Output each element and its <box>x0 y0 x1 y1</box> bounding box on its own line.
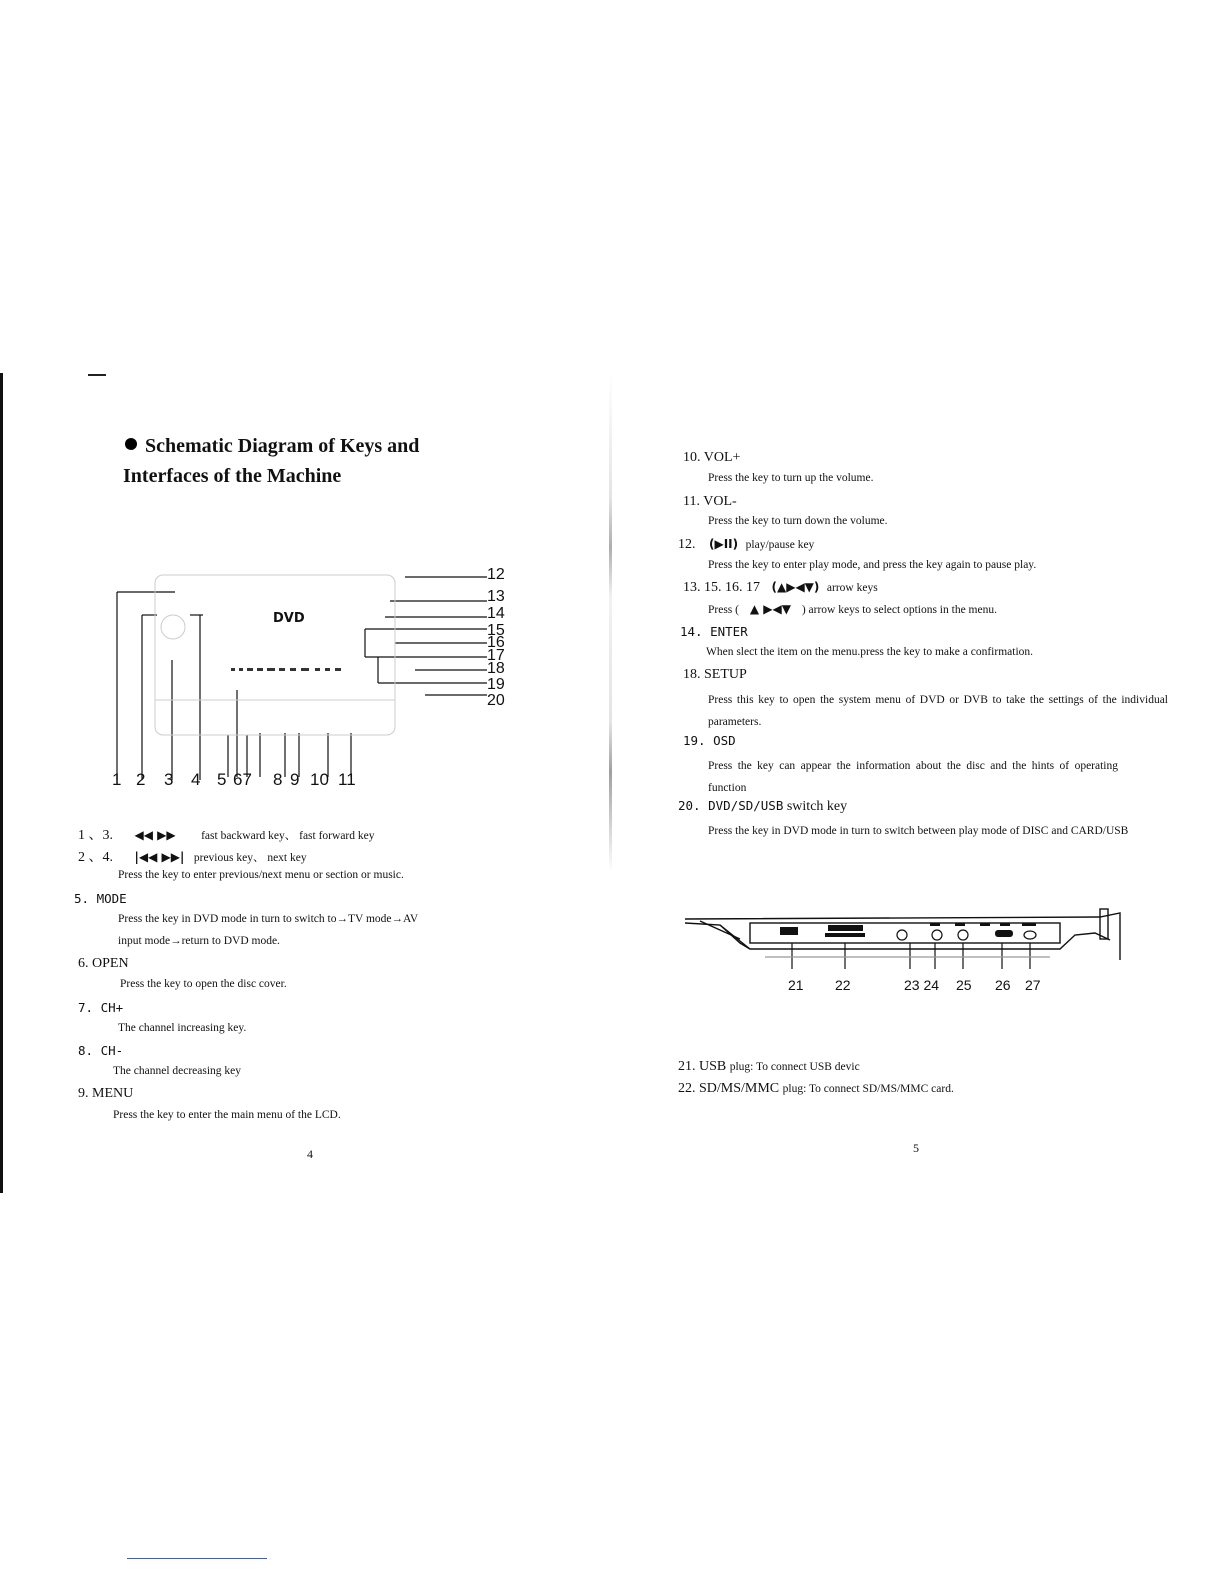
osd-desc: Press the key can appear the information about the disc and the hints of operating function <box>708 760 1118 794</box>
section-title <box>125 431 419 461</box>
page-number-right: 5 <box>913 1141 919 1155</box>
desc-part: ) arrow keys to select options in the menu. <box>801 604 997 616</box>
callout-14: 14 <box>487 605 505 622</box>
callout-27: 27 <box>1025 977 1041 993</box>
menu-title: 9. MENU <box>78 1086 134 1101</box>
callout-21: 21 <box>788 977 804 993</box>
vol-minus-desc: Press the key to turn down the volume. <box>708 515 888 527</box>
callout-25: 25 <box>956 977 972 993</box>
callout-16: 16 <box>487 634 505 651</box>
switch-title-code: 20. DVD/SD/USB <box>678 798 784 813</box>
callout-19: 19 <box>487 676 505 693</box>
item-prefix: 13. 15. 16. 17 <box>683 580 760 595</box>
arrow-keys-icon: ▲ ▶◀▼ <box>749 602 791 616</box>
setup-desc: Press this key to open the system menu of DVD or DVB to take the settings of the individual parameters. <box>708 694 1168 728</box>
mode-title: 5. MODE <box>74 891 127 906</box>
callout-20: 20 <box>487 692 505 709</box>
vol-plus-title: 10. VOL+ <box>683 450 741 465</box>
callout-10: 10 <box>310 770 329 789</box>
vol-minus-title: 11. VOL- <box>683 494 737 509</box>
title-line-1: Schematic Diagram of Keys and <box>145 435 420 457</box>
section-title-line-2: Interfaces of the Machine <box>123 465 342 487</box>
callout-17: 17 <box>487 647 505 664</box>
osd-title: 19. OSD <box>683 733 736 748</box>
dvd-logo: DVD <box>273 611 305 626</box>
play-pause-title <box>678 537 814 553</box>
arrow-keys-icon: (▲▶◀▼) <box>771 580 820 594</box>
callout-3: 3 <box>164 770 174 789</box>
vol-plus-desc: Press the key to turn up the volume. <box>708 472 874 484</box>
usb-desc: plug: To connect USB devic <box>729 1061 860 1073</box>
callout-5: 5 <box>217 770 227 789</box>
sd-title: 22. SD/MS/MMC <box>678 1081 780 1096</box>
sd-plug-item <box>678 1081 954 1097</box>
page-number-left: 4 <box>307 1147 313 1161</box>
mode-desc-line-2: input mode→return to DVD mode. <box>118 935 280 947</box>
ch-plus-desc: The channel increasing key. <box>118 1022 247 1034</box>
arrow-keys-desc <box>708 602 997 616</box>
item-label: previous key、 next key <box>193 852 307 864</box>
item-2-4-desc: Press the key to enter previous/next menu or section or music. <box>118 869 404 881</box>
fast-backward-forward-icon: ◀◀ ▶▶ <box>134 828 176 842</box>
setup-title: 18. SETUP <box>683 667 747 682</box>
switch-desc: Press the key in DVD mode in turn to switch between play mode of DISC and CARD/USB <box>708 825 1129 837</box>
callout-23-24: 23 24 <box>904 977 940 993</box>
scan-mark <box>88 374 106 376</box>
item-1-3 <box>78 824 374 844</box>
ch-minus-title: 8. CH- <box>78 1043 124 1058</box>
ch-minus-desc: The channel decreasing key <box>113 1065 242 1077</box>
callout-26: 26 <box>995 977 1011 993</box>
callout-18: 18 <box>487 660 505 677</box>
enter-title: 14. ENTER <box>680 624 748 639</box>
callout-2: 2 <box>136 770 146 789</box>
item-label: play/pause key <box>745 539 815 551</box>
scan-edge <box>0 373 3 1193</box>
usb-title: 21. USB <box>678 1059 727 1074</box>
page-fold <box>609 372 612 872</box>
ch-plus-title: 7. CH+ <box>78 1000 124 1015</box>
mode-desc-line-1: Press the key in DVD mode in turn to switch to→TV mode→AV <box>118 913 419 925</box>
open-desc: Press the key to open the disc cover. <box>120 978 287 990</box>
previous-next-icon: |◀◀ ▶▶| <box>134 850 185 864</box>
side-panel-diagram <box>680 905 1130 975</box>
item-2-4 <box>78 846 307 866</box>
item-prefix: 2 、4. <box>78 850 113 865</box>
arrow-keys-title <box>683 580 878 596</box>
item-prefix: 12. <box>678 537 696 552</box>
callout-22: 22 <box>835 977 851 993</box>
callout-1: 1 <box>112 770 122 789</box>
open-title: 6. OPEN <box>78 956 129 971</box>
switch-title <box>678 798 847 815</box>
desc-part: Press ( <box>708 604 739 616</box>
callout-11: 11 <box>338 770 356 789</box>
play-pause-icon: (▶II) <box>709 537 739 551</box>
bullet-icon <box>125 438 137 450</box>
callout-15: 15 <box>487 622 505 639</box>
enter-desc: When slect the item on the menu.press the key to make a confirmation. <box>706 646 1034 658</box>
sd-desc: plug: To connect SD/MS/MMC card. <box>782 1083 954 1095</box>
item-prefix: 1 、3. <box>78 828 113 843</box>
scan-line <box>127 1558 267 1559</box>
switch-title-label: switch key <box>786 799 848 814</box>
play-pause-desc: Press the key to enter play mode, and press the key again to pause play. <box>708 559 1037 571</box>
front-panel-diagram <box>95 555 525 800</box>
callout-12: 12 <box>487 566 505 583</box>
item-label: fast backward key、 fast forward key <box>201 830 375 842</box>
callout-9: 9 <box>290 770 300 789</box>
callout-4: 4 <box>191 770 201 789</box>
callout-8: 8 <box>273 770 283 789</box>
callout-13: 13 <box>487 588 505 605</box>
usb-plug-item <box>678 1059 860 1075</box>
menu-desc: Press the key to enter the main menu of the LCD. <box>113 1109 341 1121</box>
item-label: arrow keys <box>826 582 878 594</box>
callout-6-7: 67 <box>233 770 252 789</box>
